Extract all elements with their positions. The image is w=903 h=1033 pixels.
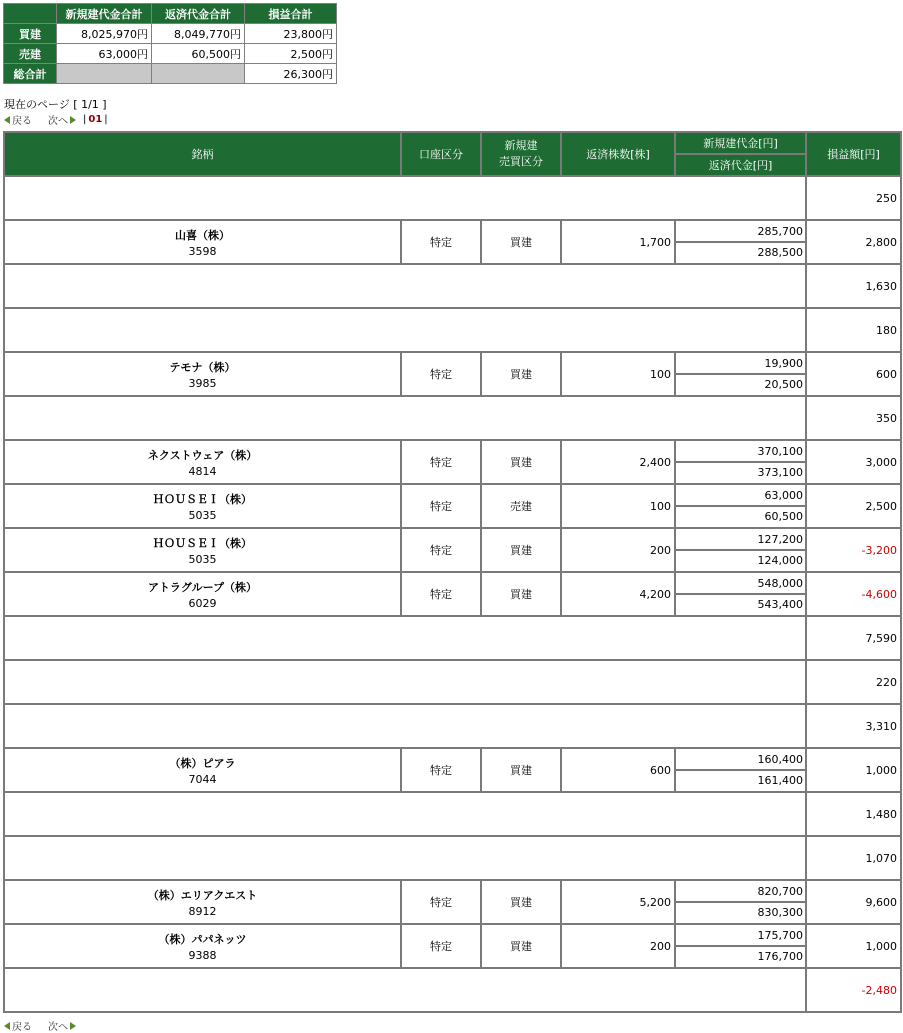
shares-cell: 200 (561, 528, 675, 572)
stock-name[interactable]: （株）パパネッツ (158, 932, 247, 946)
pl-cell: 180 (806, 308, 901, 352)
blank-cell (4, 660, 806, 704)
amount-cell (675, 528, 806, 572)
table-row (4, 880, 901, 924)
stock-cell (4, 484, 401, 528)
pl-cell: 3,000 (806, 440, 901, 484)
pager-separator: | (104, 114, 108, 125)
new-amount: 160,400 (676, 750, 805, 770)
stock-name[interactable]: （株）エリアクエスト (147, 888, 258, 902)
shares-cell: 100 (561, 484, 675, 528)
stock-code: 8912 (188, 904, 217, 918)
shares-cell: 100 (561, 352, 675, 396)
pl-cell: 9,600 (806, 880, 901, 924)
repay-amount: 288,500 (757, 246, 803, 259)
blank-cell (4, 704, 806, 748)
repay-amount: 20,500 (764, 378, 803, 391)
amount-cell (675, 352, 806, 396)
summary-label-sell: 売建 (4, 44, 57, 64)
blank-cell (4, 616, 806, 660)
new-amount: 19,900 (676, 354, 805, 374)
repay-amount: 176,700 (757, 950, 803, 963)
stock-code: 5035 (188, 552, 217, 566)
repay-amount: 60,500 (764, 510, 803, 523)
table-row-blank (4, 308, 901, 352)
blank-cell (4, 308, 806, 352)
header-pl: 損益額[円] (806, 132, 901, 176)
table-row-blank (4, 616, 901, 660)
summary-row-total (4, 64, 337, 84)
table-row (4, 352, 901, 396)
amount-cell (675, 924, 806, 968)
table-row-blank (4, 176, 901, 220)
pl-cell: -2,480 (806, 968, 901, 1012)
summary-table (3, 3, 337, 84)
shares-cell: 2,400 (561, 440, 675, 484)
stock-code: 3598 (188, 244, 217, 258)
stock-code: 5035 (188, 508, 217, 522)
summary-header-pl: 損益合計 (245, 4, 337, 24)
table-row-blank (4, 836, 901, 880)
summary-sell-pl: 2,500円 (245, 44, 337, 64)
pl-cell: 350 (806, 396, 901, 440)
new-amount: 63,000 (676, 486, 805, 506)
side-cell: 買建 (481, 748, 561, 792)
repay-amount: 830,300 (757, 906, 803, 919)
repay-amount: 543,400 (757, 598, 803, 611)
new-amount: 127,200 (676, 530, 805, 550)
summary-total-pl: 26,300円 (245, 64, 337, 84)
new-amount: 370,100 (676, 442, 805, 462)
summary-corner (4, 4, 57, 24)
shares-cell: 200 (561, 924, 675, 968)
stock-name[interactable]: 山喜（株） (175, 228, 230, 242)
table-row (4, 748, 901, 792)
header-account: 口座区分 (401, 132, 481, 176)
back-arrow-icon (4, 1022, 10, 1030)
stock-name[interactable]: ＨＯＵＳＥＩ（株） (153, 536, 252, 550)
summary-total-repay-empty (152, 64, 245, 84)
account-cell: 特定 (401, 880, 481, 924)
new-amount: 175,700 (676, 926, 805, 946)
shares-cell: 1,700 (561, 220, 675, 264)
summary-buy-new: 8,025,970円 (57, 24, 152, 44)
summary-header-repay: 返済代金合計 (152, 4, 245, 24)
header-stock: 銘柄 (4, 132, 401, 176)
table-row-blank (4, 660, 901, 704)
stock-code: 6029 (188, 596, 217, 610)
stock-name[interactable]: ネクストウェア（株） (147, 448, 258, 462)
pl-cell: 1,000 (806, 748, 901, 792)
stock-cell (4, 528, 401, 572)
pager-bottom (4, 1018, 76, 1033)
amount-cell (675, 220, 806, 264)
stock-cell (4, 352, 401, 396)
table-row (4, 484, 901, 528)
pl-cell: 1,070 (806, 836, 901, 880)
summary-total-new-empty (57, 64, 152, 84)
next-arrow-icon (70, 116, 76, 124)
header-shares: 返済株数[株] (561, 132, 675, 176)
amount-cell (675, 880, 806, 924)
stock-cell (4, 572, 401, 616)
blank-cell (4, 264, 806, 308)
stock-name[interactable]: アトラグループ（株） (147, 580, 258, 594)
back-link-bottom[interactable]: 戻る (12, 1022, 32, 1033)
stock-cell (4, 440, 401, 484)
summary-row-sell (4, 44, 337, 64)
pl-cell: 2,800 (806, 220, 901, 264)
table-row-blank (4, 264, 901, 308)
pl-cell: 1,480 (806, 792, 901, 836)
stock-cell (4, 220, 401, 264)
back-arrow-icon (4, 116, 10, 124)
blank-cell (4, 968, 806, 1012)
page-info: 現在のページ [ 1/1 ] (4, 98, 107, 111)
new-amount: 820,700 (676, 882, 805, 902)
table-row-blank (4, 704, 901, 748)
account-cell: 特定 (401, 572, 481, 616)
pager-top (4, 112, 108, 127)
repay-amount: 124,000 (757, 554, 803, 567)
stock-name[interactable]: （株）ピアラ (169, 756, 236, 770)
stock-code: 7044 (188, 772, 217, 786)
pl-cell: -3,200 (806, 528, 901, 572)
header-new-amount: 新規建代金[円] (675, 132, 806, 154)
table-row (4, 924, 901, 968)
side-cell: 買建 (481, 572, 561, 616)
side-cell: 買建 (481, 352, 561, 396)
shares-cell: 5,200 (561, 880, 675, 924)
pl-cell: 1,000 (806, 924, 901, 968)
pl-cell: -4,600 (806, 572, 901, 616)
stock-code: 9388 (188, 948, 217, 962)
pl-cell: 600 (806, 352, 901, 396)
stock-cell (4, 880, 401, 924)
repay-amount: 161,400 (757, 774, 803, 787)
blank-cell (4, 836, 806, 880)
summary-buy-pl: 23,800円 (245, 24, 337, 44)
account-cell: 特定 (401, 484, 481, 528)
summary-header-new: 新規建代金合計 (57, 4, 152, 24)
table-header-row (4, 132, 901, 154)
new-amount: 548,000 (676, 574, 805, 594)
account-cell: 特定 (401, 440, 481, 484)
stock-name[interactable]: テモナ（株） (169, 360, 236, 374)
next-arrow-icon (70, 1022, 76, 1030)
pl-cell: 250 (806, 176, 901, 220)
shares-cell: 600 (561, 748, 675, 792)
table-row-blank (4, 968, 901, 1012)
stock-code: 3985 (188, 376, 217, 390)
table-row (4, 572, 901, 616)
table-row-blank (4, 792, 901, 836)
stock-code: 4814 (188, 464, 217, 478)
blank-cell (4, 792, 806, 836)
header-repay-amount: 返済代金[円] (675, 154, 806, 176)
amount-cell (675, 484, 806, 528)
header-side-line2: 売買区分 (499, 155, 543, 168)
side-cell: 買建 (481, 440, 561, 484)
header-side-line1: 新規建 (504, 139, 538, 152)
pl-cell: 2,500 (806, 484, 901, 528)
positions-table (3, 131, 902, 1013)
next-link[interactable]: 次へ (48, 116, 68, 127)
pl-cell: 3,310 (806, 704, 901, 748)
side-cell: 買建 (481, 924, 561, 968)
summary-buy-repay: 8,049,770円 (152, 24, 245, 44)
pl-cell: 1,630 (806, 264, 901, 308)
table-row (4, 220, 901, 264)
side-cell: 買建 (481, 220, 561, 264)
pl-cell: 7,590 (806, 616, 901, 660)
back-link[interactable]: 戻る (12, 116, 32, 127)
pl-cell: 220 (806, 660, 901, 704)
blank-cell (4, 396, 806, 440)
table-row (4, 528, 901, 572)
summary-sell-new: 63,000円 (57, 44, 152, 64)
page-link-current[interactable]: 01 (88, 114, 103, 125)
shares-cell: 4,200 (561, 572, 675, 616)
blank-cell (4, 176, 806, 220)
amount-cell (675, 440, 806, 484)
summary-header-row (4, 4, 337, 24)
account-cell: 特定 (401, 924, 481, 968)
pager-separator: | (83, 114, 87, 125)
side-cell: 売建 (481, 484, 561, 528)
header-side (481, 132, 561, 176)
stock-name[interactable]: ＨＯＵＳＥＩ（株） (153, 492, 252, 506)
table-row (4, 440, 901, 484)
account-cell: 特定 (401, 220, 481, 264)
summary-row-buy (4, 24, 337, 44)
amount-cell (675, 748, 806, 792)
repay-amount: 373,100 (757, 466, 803, 479)
account-cell: 特定 (401, 748, 481, 792)
summary-label-total: 総合計 (4, 64, 57, 84)
next-link-bottom[interactable]: 次へ (48, 1022, 68, 1033)
summary-sell-repay: 60,500円 (152, 44, 245, 64)
side-cell: 買建 (481, 528, 561, 572)
amount-cell (675, 572, 806, 616)
new-amount: 285,700 (676, 222, 805, 242)
table-body (4, 176, 901, 1012)
side-cell: 買建 (481, 880, 561, 924)
stock-cell (4, 924, 401, 968)
stock-cell (4, 748, 401, 792)
table-row-blank (4, 396, 901, 440)
summary-label-buy: 買建 (4, 24, 57, 44)
account-cell: 特定 (401, 352, 481, 396)
account-cell: 特定 (401, 528, 481, 572)
